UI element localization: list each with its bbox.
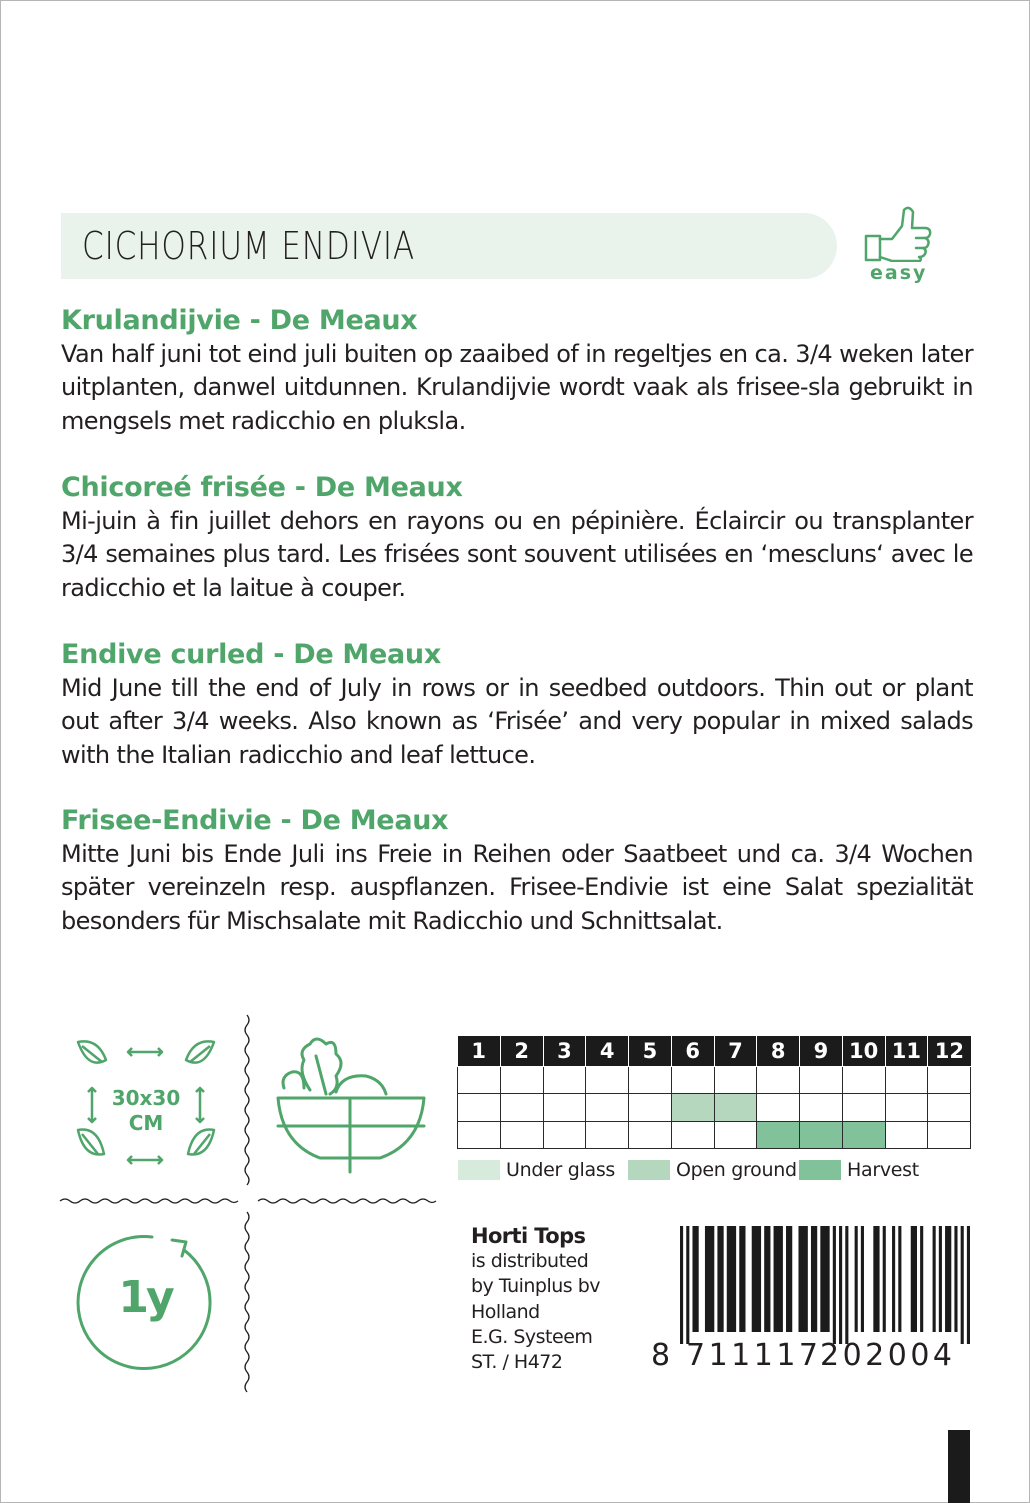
calendar-cell [671, 1121, 714, 1149]
barcode-bar [933, 1226, 936, 1332]
calendar-cell [543, 1121, 586, 1149]
calendar-cell [885, 1094, 928, 1122]
thumbs-up-icon [862, 200, 936, 262]
barcode-bar [764, 1226, 770, 1332]
calendar-cell [629, 1094, 672, 1122]
sowing-calendar [457, 1036, 971, 1149]
divider-horizontal-right [258, 1194, 436, 1208]
barcode-bar [692, 1226, 698, 1332]
calendar-cell [458, 1094, 501, 1122]
under-glass-row [458, 1066, 971, 1094]
distributor-info [471, 1224, 600, 1375]
barcode-bar [861, 1226, 864, 1332]
salad-bowl-icon [270, 1032, 430, 1177]
month-11: 11 [885, 1036, 928, 1066]
month-5: 5 [629, 1036, 672, 1066]
barcode-bar [820, 1226, 829, 1332]
calendar-cell [757, 1094, 800, 1122]
section-title: Frisee-Endivie - De Meaux [61, 805, 449, 836]
barcode-bar [855, 1226, 858, 1332]
calendar-cell [543, 1094, 586, 1122]
calendar-cell [586, 1066, 629, 1094]
section-title: Endive curled - De Meaux [61, 639, 441, 670]
spacing-unit: CM [128, 1111, 164, 1135]
legend-harvest [799, 1158, 919, 1182]
barcode-bar [911, 1226, 917, 1332]
distributor-line: ST. / H472 [471, 1351, 563, 1374]
calendar-cell [800, 1121, 843, 1149]
divider-vertical-top [240, 1015, 254, 1185]
harvest-row [458, 1121, 971, 1149]
under-glass-swatch [458, 1160, 500, 1180]
barcode-bar [839, 1226, 842, 1344]
legend-open-ground [628, 1158, 797, 1182]
calendar-cell [928, 1094, 971, 1122]
divider-vertical-bottom [240, 1212, 254, 1392]
legend-label: Harvest [847, 1159, 919, 1181]
legend-label: Open ground [676, 1159, 797, 1181]
calendar-cell [842, 1066, 885, 1094]
month-4: 4 [586, 1036, 629, 1066]
barcode-bar [686, 1226, 689, 1344]
calendar-cell [928, 1121, 971, 1149]
calendar-cell [500, 1094, 543, 1122]
calendar-cell [671, 1094, 714, 1122]
section-german [61, 804, 973, 938]
barcode-bar [945, 1226, 951, 1332]
calendar-cell [671, 1066, 714, 1094]
distributor-line: E.G. Systeem [471, 1325, 593, 1348]
barcode-bar [727, 1226, 736, 1332]
barcode-bar [717, 1226, 723, 1332]
barcode [680, 1226, 970, 1344]
barcode-bar [739, 1226, 745, 1332]
barcode-bar [833, 1226, 836, 1344]
barcode-bar [883, 1226, 886, 1332]
legend-label: Under glass [506, 1159, 616, 1181]
section-body: Van half juni tot eind juli buiten op zaaibed of in regeltjes en ca. 3/4 weken later uitplanten, danwel uitdunnen. Krulandijvie wordt vaak als frisee-sla gebruikt in mengsels met radicchio en pluksla. [61, 340, 973, 435]
calendar-cell [800, 1066, 843, 1094]
spacing-value: 30x30 [111, 1086, 181, 1110]
easy-label: easy [870, 262, 928, 284]
brand-name: Horti Tops [471, 1224, 586, 1248]
barcode-bar [811, 1226, 817, 1332]
calendar-cell [714, 1094, 757, 1122]
section-english [61, 638, 973, 772]
barcode-left-digits: 711117 [686, 1338, 822, 1373]
calendar-cell [757, 1121, 800, 1149]
calendar-cell [885, 1121, 928, 1149]
barcode-right-digits: 202004 [820, 1338, 956, 1373]
barcode-bar [898, 1226, 901, 1332]
spacing-label [103, 1086, 189, 1136]
section-title: Chicoreé frisée - De Meaux [61, 472, 463, 503]
calendar-cell [543, 1066, 586, 1094]
month-7: 7 [714, 1036, 757, 1066]
calendar-cell [714, 1066, 757, 1094]
barcode-bar [967, 1226, 970, 1344]
barcode-bar [920, 1226, 923, 1332]
section-dutch [61, 304, 973, 438]
barcode-bar [939, 1226, 942, 1332]
month-8: 8 [757, 1036, 800, 1066]
distributor-line: is distributed [471, 1250, 589, 1273]
section-body: Mitte Juni bis Ende Juli ins Freie in Reihen oder Saatbeet und ca. 3/4 Wochen später vereinzeln resp. auspflanzen. Frisee-Endivie ist eine Salat spezialität besonders für Mischsalate mit Radicchio und Schnittsalat. [61, 840, 973, 935]
month-1: 1 [458, 1036, 501, 1066]
legend-under-glass [458, 1158, 615, 1182]
lifecycle-label: 1y [118, 1272, 172, 1323]
month-2: 2 [500, 1036, 543, 1066]
distributor-line: by Tuinplus bv [471, 1275, 601, 1298]
calendar-cell [885, 1066, 928, 1094]
distributor-line: Holland [471, 1300, 540, 1323]
month-6: 6 [671, 1036, 714, 1066]
barcode-bar [845, 1226, 848, 1344]
barcode-bar [954, 1226, 957, 1332]
calendar-cell [500, 1121, 543, 1149]
calendar-cell [458, 1121, 501, 1149]
calendar-cell [757, 1066, 800, 1094]
calendar-cell [842, 1094, 885, 1122]
barcode-bar [680, 1226, 683, 1344]
divider-horizontal-left [60, 1194, 238, 1208]
barcode-bar [892, 1226, 895, 1332]
latin-name: CICHORIUM ENDIVIA [82, 224, 416, 268]
calendar-cell [629, 1066, 672, 1094]
calendar-cell [714, 1121, 757, 1149]
barcode-first-digit: 8 [651, 1338, 671, 1373]
registration-mark [948, 1430, 970, 1503]
barcode-bar [961, 1226, 964, 1344]
barcode-bar [752, 1226, 761, 1332]
barcode-bar [705, 1226, 714, 1332]
month-12: 12 [928, 1036, 971, 1066]
section-french [61, 471, 973, 605]
calendar-cell [500, 1066, 543, 1094]
barcode-bar [774, 1226, 783, 1332]
section-body: Mid June till the end of July in rows or in seedbed outdoors. Thin out or plant out after 3/4 weeks. Also known as ‘Frisée’ and very popular in mixed salads with the Italian radicchio and leaf lettuce. [61, 674, 973, 769]
open-ground-row [458, 1094, 971, 1122]
calendar-cell [586, 1121, 629, 1149]
calendar-cell [458, 1066, 501, 1094]
barcode-bar [786, 1226, 792, 1332]
barcode-bar [798, 1226, 807, 1332]
calendar-cell [800, 1094, 843, 1122]
month-9: 9 [800, 1036, 843, 1066]
calendar-cell [928, 1066, 971, 1094]
calendar-cell [629, 1121, 672, 1149]
barcode-bar [873, 1226, 879, 1332]
calendar-cell [842, 1121, 885, 1149]
calendar-cell [586, 1094, 629, 1122]
section-body: Mi-juin à fin juillet dehors en rayons ou en pépinière. Éclaircir ou transplanter 3/4 semaines plus tard. Les frisées sont souvent utilisées en ‘mescluns‘ avec le radicchio et la laitue à couper. [61, 507, 973, 602]
section-title: Krulandijvie - De Meaux [61, 305, 418, 336]
month-3: 3 [543, 1036, 586, 1066]
harvest-swatch [799, 1160, 841, 1180]
month-10: 10 [842, 1036, 885, 1066]
open-ground-swatch [628, 1160, 670, 1180]
month-header-row [458, 1036, 971, 1066]
